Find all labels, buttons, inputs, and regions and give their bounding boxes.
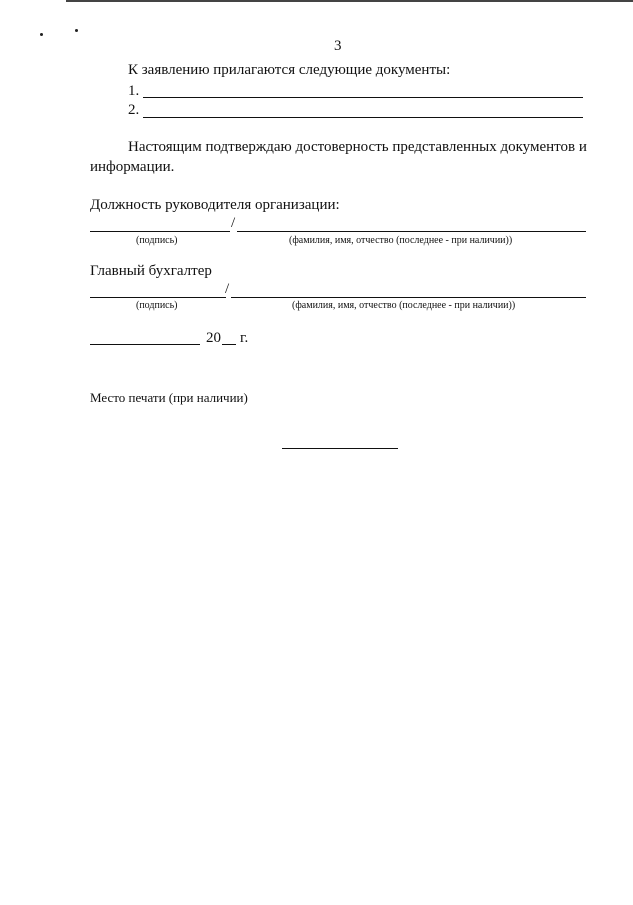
date-year-line[interactable] (222, 344, 236, 345)
confirmation-text-line-1: Настоящим подтверждаю достоверность представленных документов и (128, 139, 587, 155)
date-year-suffix: г. (240, 330, 249, 346)
attachment-item-2-line[interactable] (143, 117, 583, 118)
accountant-signature-caption: (подпись) (136, 300, 178, 311)
attachment-item-1-number: 1. (128, 83, 140, 99)
head-signature-line[interactable] (90, 231, 230, 232)
head-name-line[interactable] (237, 231, 586, 232)
scan-top-edge (66, 0, 633, 2)
head-signature-caption: (подпись) (136, 235, 178, 246)
accountant-signature-line[interactable] (90, 297, 226, 298)
attachment-item-1-line[interactable] (143, 97, 583, 98)
attachment-item-2-number: 2. (128, 102, 140, 118)
accountant-signature-slash: / (225, 281, 230, 297)
chief-accountant-label: Главный бухгалтер (90, 263, 212, 279)
head-name-caption: (фамилия, имя, отчество (последнее - при наличии)) (289, 235, 513, 246)
bottom-rule (282, 448, 398, 449)
stamp-place-label: Место печати (при наличии) (90, 390, 248, 405)
head-signature-slash: / (231, 215, 236, 231)
date-year-prefix: 20 (206, 330, 221, 346)
scan-speck (40, 33, 43, 36)
attachments-intro: К заявлению прилагаются следующие документы: (128, 62, 451, 78)
head-position-label: Должность руководителя организации: (90, 197, 340, 213)
accountant-name-caption: (фамилия, имя, отчество (последнее - при наличии)) (292, 300, 516, 311)
accountant-name-line[interactable] (231, 297, 586, 298)
confirmation-text-line-2: информации. (90, 159, 175, 175)
scan-speck (75, 29, 78, 32)
page-number: 3 (334, 38, 342, 54)
date-line[interactable] (90, 344, 200, 345)
